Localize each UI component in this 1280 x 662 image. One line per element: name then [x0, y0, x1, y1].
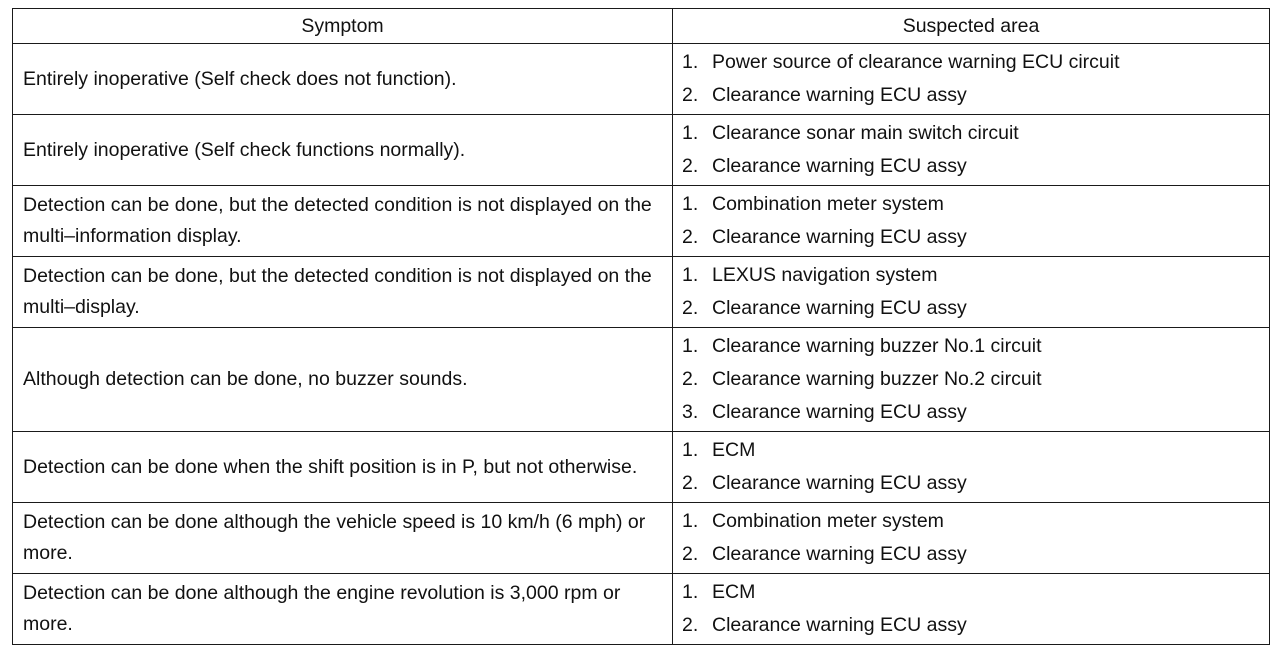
suspected-area-item — [682, 363, 1260, 396]
item-number: 2. — [682, 472, 699, 494]
table-row — [13, 186, 1270, 257]
table-row — [13, 44, 1270, 115]
item-number: 1. — [682, 510, 699, 532]
item-number: 1. — [682, 51, 699, 73]
item-text: Clearance warning ECU assy — [712, 401, 967, 423]
item-number: 1. — [682, 581, 699, 603]
item-number: 2. — [682, 84, 699, 106]
item-number: 1. — [682, 264, 699, 286]
header-symptom: Symptom — [13, 9, 673, 44]
table-row — [13, 503, 1270, 574]
symptom-cell: Detection can be done although the engine revolution is 3,000 rpm or more. — [13, 574, 673, 645]
table-row — [13, 328, 1270, 432]
suspected-area-item — [682, 46, 1260, 79]
table-header-row — [13, 9, 1270, 44]
suspected-area-cell — [673, 432, 1270, 503]
item-number: 1. — [682, 193, 699, 215]
item-text: ECM — [712, 581, 756, 603]
item-number: 2. — [682, 226, 699, 248]
table-row — [13, 432, 1270, 503]
item-text: Clearance warning ECU assy — [712, 226, 967, 248]
symptom-cell: Entirely inoperative (Self check does not function). — [13, 44, 673, 115]
symptom-cell: Detection can be done, but the detected condition is not displayed on the multi–information display. — [13, 186, 673, 257]
suspected-area-item — [682, 396, 1260, 429]
suspected-area-cell — [673, 115, 1270, 186]
item-text: Clearance warning ECU assy — [712, 155, 967, 177]
suspected-area-item — [682, 292, 1260, 325]
item-text: Clearance warning ECU assy — [712, 84, 967, 106]
item-text: Clearance warning ECU assy — [712, 297, 967, 319]
item-text: Clearance warning ECU assy — [712, 472, 967, 494]
suspected-area-cell — [673, 503, 1270, 574]
item-text: Clearance sonar main switch circuit — [712, 122, 1019, 144]
suspected-area-item — [682, 609, 1260, 642]
suspected-area-item — [682, 79, 1260, 112]
item-number: 1. — [682, 122, 699, 144]
item-number: 2. — [682, 368, 699, 390]
table-row — [13, 574, 1270, 645]
suspected-area-item — [682, 150, 1260, 183]
suspected-area-item — [682, 434, 1260, 467]
suspected-area-item — [682, 221, 1260, 254]
item-text: Clearance warning ECU assy — [712, 614, 967, 636]
suspected-area-item — [682, 467, 1260, 500]
suspected-area-cell — [673, 44, 1270, 115]
item-text: LEXUS navigation system — [712, 264, 938, 286]
suspected-area-item — [682, 576, 1260, 609]
symptom-cell: Although detection can be done, no buzzer sounds. — [13, 328, 673, 432]
item-text: Combination meter system — [712, 193, 944, 215]
item-number: 2. — [682, 614, 699, 636]
suspected-area-cell — [673, 257, 1270, 328]
item-number: 2. — [682, 297, 699, 319]
suspected-area-item — [682, 117, 1260, 150]
suspected-area-item — [682, 330, 1260, 363]
suspected-area-item — [682, 538, 1260, 571]
table-body — [13, 44, 1270, 645]
symptom-table — [12, 8, 1270, 645]
item-text: Clearance warning ECU assy — [712, 543, 967, 565]
item-number: 1. — [682, 439, 699, 461]
suspected-area-cell — [673, 186, 1270, 257]
suspected-area-item — [682, 505, 1260, 538]
item-text: Clearance warning buzzer No.1 circuit — [712, 335, 1042, 357]
symptom-table-container — [12, 8, 1269, 645]
symptom-cell: Entirely inoperative (Self check functions normally). — [13, 115, 673, 186]
item-number: 2. — [682, 543, 699, 565]
item-number: 2. — [682, 155, 699, 177]
table-row — [13, 115, 1270, 186]
item-text: Combination meter system — [712, 510, 944, 532]
suspected-area-cell — [673, 328, 1270, 432]
symptom-cell: Detection can be done although the vehicle speed is 10 km/h (6 mph) or more. — [13, 503, 673, 574]
suspected-area-item — [682, 188, 1260, 221]
item-number: 1. — [682, 335, 699, 357]
suspected-area-cell — [673, 574, 1270, 645]
suspected-area-item — [682, 259, 1260, 292]
symptom-cell: Detection can be done, but the detected condition is not displayed on the multi–display. — [13, 257, 673, 328]
item-text: Power source of clearance warning ECU circuit — [712, 51, 1120, 73]
item-number: 3. — [682, 401, 699, 423]
item-text: ECM — [712, 439, 756, 461]
table-row — [13, 257, 1270, 328]
symptom-cell: Detection can be done when the shift position is in P, but not otherwise. — [13, 432, 673, 503]
item-text: Clearance warning buzzer No.2 circuit — [712, 368, 1042, 390]
header-suspected-area: Suspected area — [673, 9, 1270, 44]
